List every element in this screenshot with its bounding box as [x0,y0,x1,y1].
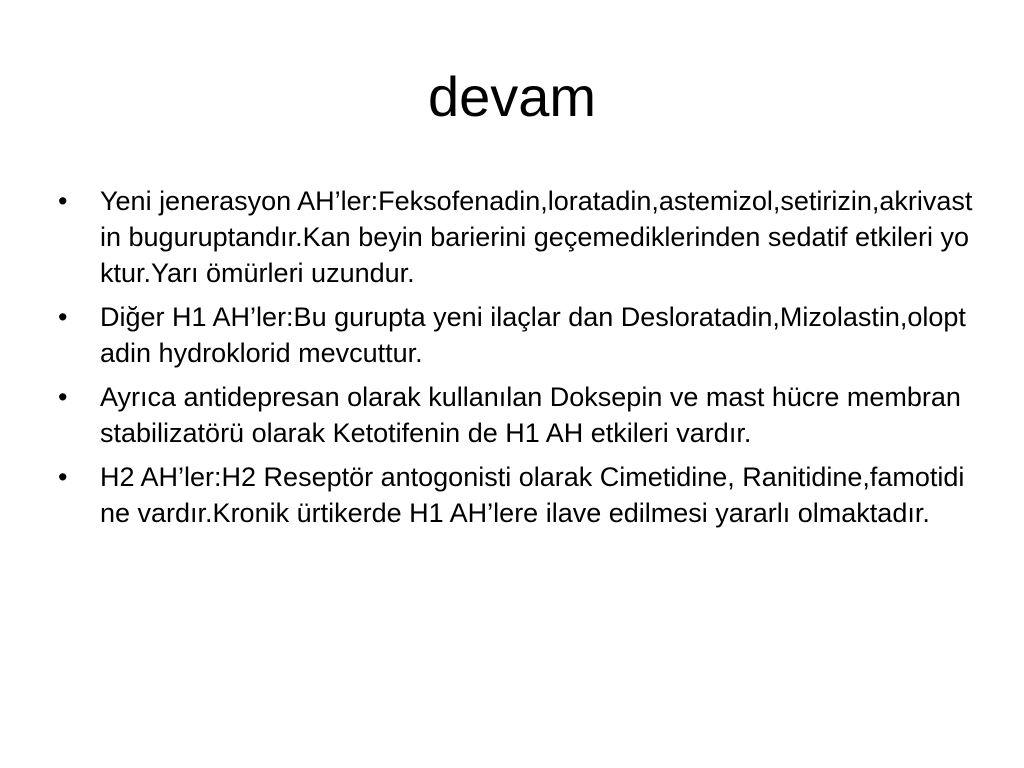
bullet-item-1 [58,183,978,291]
bullet-text-4: H2 AH’ler:H2 Reseptör antogonisti olarak Cimetidine, Ranitidine,famotidine vardır.Kronik ürtikerde H1 AH’lere ilave edilmesi yararlı olmaktadır. [100,462,965,528]
slide-title: devam [427,65,597,128]
bullet-dot-icon: • [58,302,68,332]
bullet-dot-icon: • [58,186,68,216]
bullet-item-3 [58,379,978,451]
bullet-list [58,183,978,539]
bullet-text-2: Diğer H1 AH’ler:Bu gurupta yeni ilaçlar dan Desloratadin,Mizolastin,oloptadin hydroklorid mevcuttur. [100,302,966,368]
bullet-dot-icon: • [58,462,68,492]
bullet-item-4 [58,459,978,531]
bullet-item-2 [58,299,978,371]
bullet-dot-icon: • [58,382,68,412]
bullet-text-1: Yeni jenerasyon AH’ler:Feksofenadin,loratadin,astemizol,setirizin,akrivastin buguruptandır.Kan beyin barierini geçemediklerinden sedatif etkileri yoktur.Yarı ömürleri uzundur. [100,186,973,288]
bullet-text-3: Ayrıca antidepresan olarak kullanılan Doksepin ve mast hücre membran stabilizatörü olarak Ketotifenin de H1 AH etkileri vardır. [100,382,961,448]
